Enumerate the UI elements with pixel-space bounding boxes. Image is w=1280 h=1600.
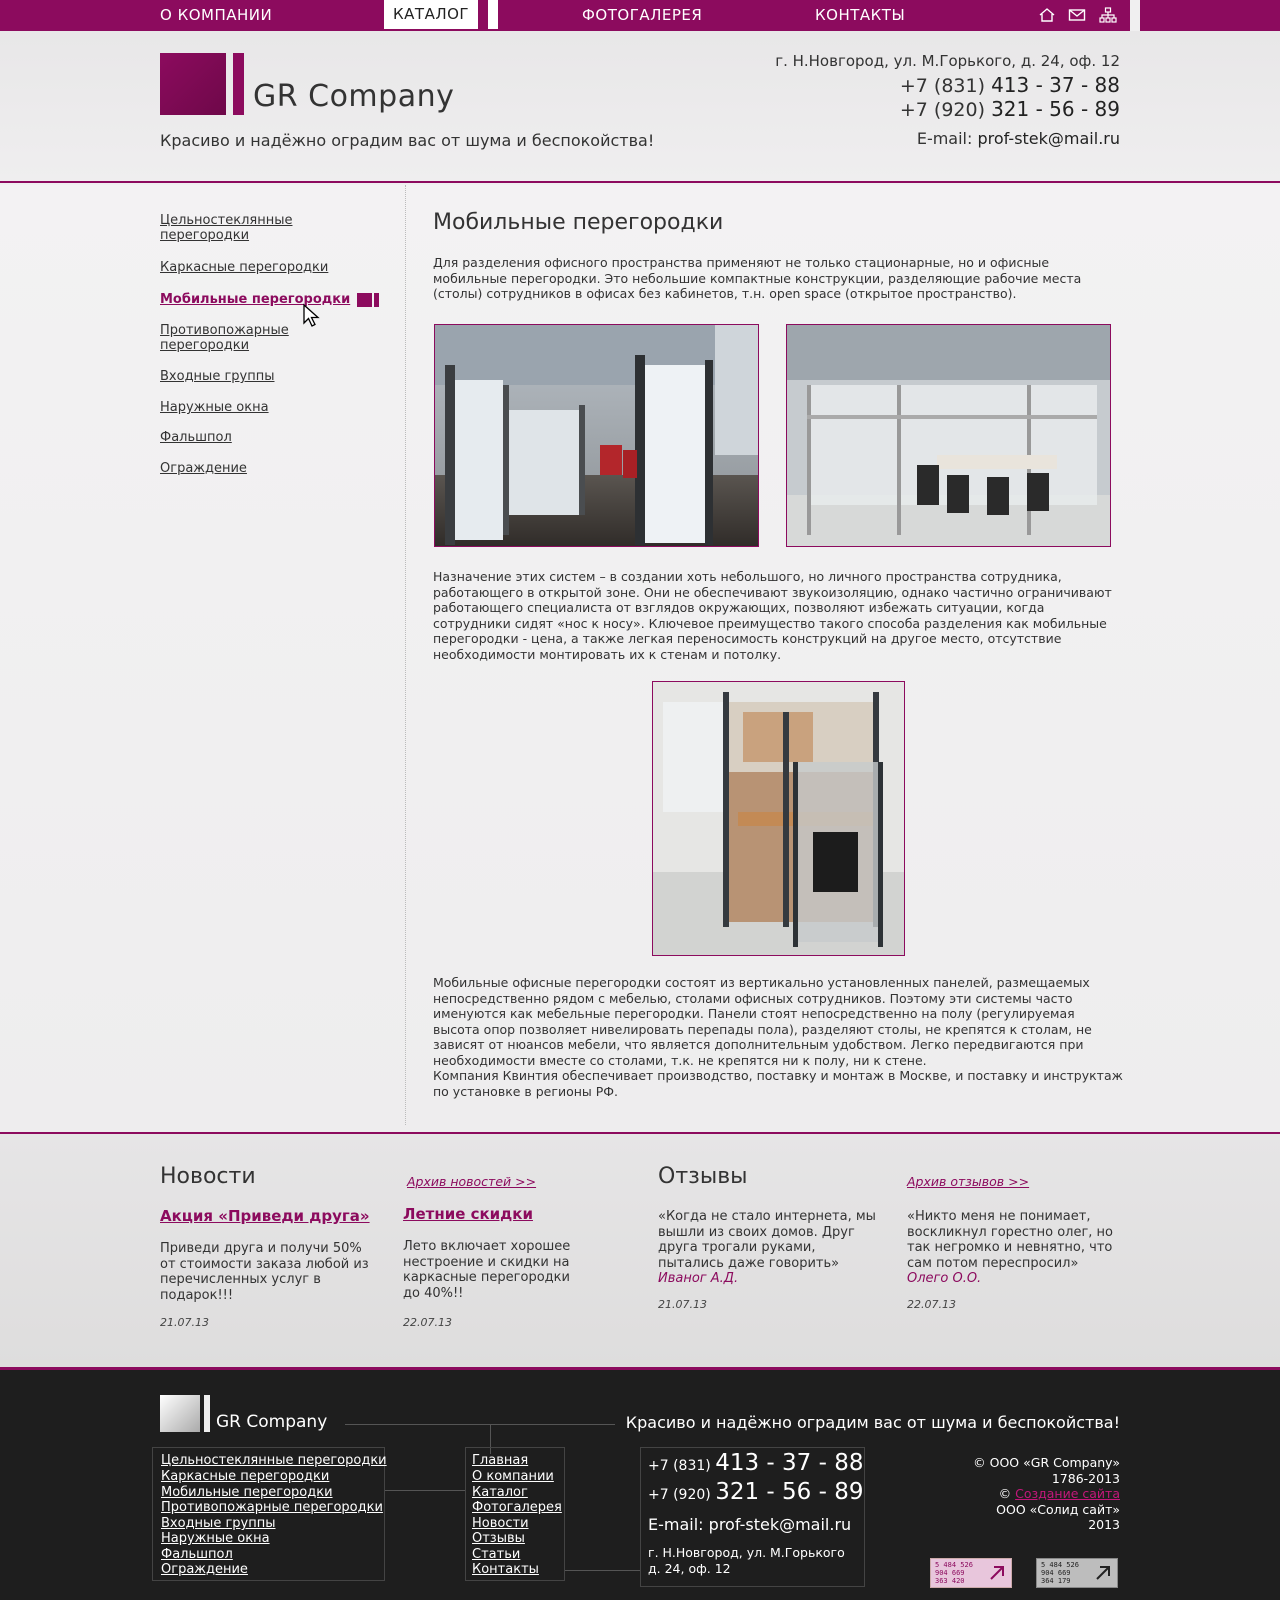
site-creation-link[interactable]: Создание сайта: [1015, 1486, 1120, 1501]
footer-email-value[interactable]: prof-stek@mail.ru: [708, 1515, 852, 1534]
sidebar-item-fencing[interactable]: Ограждение: [160, 461, 247, 476]
column-divider: [405, 185, 406, 1125]
news-item-date-2: 22.07.13: [403, 1316, 452, 1329]
header-address: г. Н.Новгород, ул. М.Горького, д. 24, оф. 12: [775, 52, 1120, 70]
footer-connector-line: [385, 1490, 465, 1491]
active-item-marker: [357, 293, 379, 307]
nav-gallery[interactable]: ФОТОГАЛЕРЕЯ: [582, 6, 703, 24]
counter-1-line-1: 5 484 526: [935, 1561, 973, 1569]
counter-1-line-3: 363 420: [935, 1577, 965, 1585]
footer-link-raised-floor[interactable]: Фальшпол: [161, 1547, 233, 1562]
footer-phone-2: [648, 1479, 863, 1505]
footer-phone-2-code: +7 (920): [648, 1487, 711, 1503]
article-paragraph-2: Назначение этих систем – в создании хоть небольшого, но личного пространства сотрудника, работающего в открытой зоне. Они не обеспечивают звукоизоляцию, однако частично ограничивают работающего специалиста от взглядов окружающих, позволяют избежать ситуации, когда сотрудники сидят «нос к носу». Ключевое преимущество такого способа разделения как мобильные перегородки - цена, а также легкая переносимость конструкций на другое место, отсутствие необходимости монтировать их к стенам и потолку.: [433, 569, 1112, 662]
footer-link-windows[interactable]: Наружные окна: [161, 1531, 270, 1546]
phone-2-code: +7 (920): [899, 99, 986, 121]
footer-logo-square[interactable]: [160, 1395, 200, 1432]
nav-catalog[interactable]: КАТАЛОГ: [384, 0, 478, 29]
footer-link-contacts[interactable]: Контакты: [472, 1562, 539, 1577]
news-item-title-2[interactable]: Летние скидки: [403, 1205, 533, 1223]
main-area: [0, 185, 1280, 1132]
header-tagline: Красиво и надёжно оградим вас от шума и беспокойства!: [160, 131, 655, 150]
sidebar-item-raised-floor[interactable]: Фальшпол: [160, 430, 232, 445]
sidebar-item-glass[interactable]: Цельностеклянные перегородки: [160, 213, 293, 243]
footer-logo-text[interactable]: GR Company: [216, 1412, 328, 1432]
copyright-line-4: ООО «Солид сайт»: [996, 1501, 1120, 1517]
visitor-counter-1[interactable]: [930, 1558, 1012, 1588]
footer-link-frame[interactable]: Каркасные перегородки: [161, 1469, 330, 1484]
news-item-title-1[interactable]: Акция «Приведи друга»: [160, 1207, 370, 1225]
cursor-arrow-icon: [302, 303, 322, 329]
phone-1-number: 413 - 37 - 88: [991, 73, 1120, 97]
copyright-line-1: © ООО «GR Company»: [973, 1455, 1120, 1470]
header-email: [917, 129, 1120, 148]
email-value[interactable]: prof-stek@mail.ru: [977, 129, 1120, 148]
arrow-up-right-icon: [987, 1563, 1007, 1583]
footer-link-gallery[interactable]: Фотогалерея: [472, 1500, 562, 1515]
sitemap-icon[interactable]: [1099, 7, 1117, 23]
footer-link-fencing[interactable]: Ограждение: [161, 1562, 248, 1577]
news-item-text-1: Приведи друга и получи 50% от стоимости заказа любой из перечисленных услуг в подарок!!!: [160, 1241, 369, 1303]
footer-phone-1-code: +7 (831): [648, 1458, 711, 1474]
photo-mobile-partitions-2[interactable]: [786, 324, 1111, 547]
footer-link-reviews[interactable]: Отзывы: [472, 1531, 525, 1546]
article-paragraph-4: Компания Квинтия обеспечивает производство, поставку и монтаж в Москве, и поставку и инструктаж по установке в регионы РФ.: [433, 1068, 1123, 1099]
review-text-1: «Когда не стало интернета, мы вышли из своих домов. Друг друга трогали руками, пытались даже говорить»: [658, 1209, 876, 1271]
logo-text[interactable]: GR Company: [253, 79, 455, 114]
review-item-1: [658, 1209, 878, 1287]
arrow-up-right-icon: [1093, 1563, 1113, 1583]
sidebar-item-frame[interactable]: Каркасные перегородки: [160, 260, 329, 275]
footer-email: [648, 1515, 851, 1534]
review-item-2: [907, 1209, 1117, 1287]
footer-link-glass[interactable]: Цельностеклянные перегородки: [161, 1453, 387, 1468]
news-heading: Новости: [160, 1164, 256, 1189]
footer-link-mobile[interactable]: Мобильные перегородки: [161, 1485, 333, 1500]
header-phone-2: [900, 97, 1120, 121]
footer-address: г. Н.Новгород, ул. М.Горького д. 24, оф. 12: [648, 1545, 845, 1576]
copyright-line-3: [973, 1486, 1120, 1502]
nav-about[interactable]: О КОМПАНИИ: [160, 6, 273, 24]
home-icon[interactable]: [1038, 7, 1056, 23]
counter-2-line-1: 5 484 526: [1041, 1561, 1079, 1569]
nav-contacts[interactable]: КОНТАКТЫ: [815, 6, 906, 24]
review-date-1: 21.07.13: [658, 1298, 707, 1311]
email-label: E-mail:: [916, 129, 973, 148]
footer-connector-line: [345, 1424, 615, 1425]
footer-link-about[interactable]: О компании: [472, 1469, 554, 1484]
sidebar-item-mobile[interactable]: Мобильные перегородки: [160, 292, 351, 307]
copyright-symbol: ©: [998, 1486, 1012, 1501]
footer-link-home[interactable]: Главная: [472, 1453, 529, 1468]
copyright-line-2: 1786-2013: [1051, 1470, 1120, 1486]
sidebar-item-entrance[interactable]: Входные группы: [160, 369, 275, 384]
footer-logo-bar: [204, 1395, 210, 1432]
site-footer: [0, 1367, 1280, 1600]
article-paragraph-1: Для разделения офисного пространства применяют не только стационарные, но и офисные мобильные перегородки. Это небольшие компактные конструкции, разделяющие рабочие места (столы) сотрудников в офисах без кабинетов, т.н. open space (открытое пространство).: [433, 255, 1082, 301]
footer-connector-line: [565, 1570, 640, 1571]
footer-link-articles[interactable]: Статьи: [472, 1547, 521, 1562]
footer-phone-1: [648, 1450, 863, 1476]
article-content-3: [433, 975, 1123, 1099]
header-phone-1: [900, 73, 1120, 97]
footer-email-label: E-mail:: [648, 1515, 704, 1534]
visitor-counter-2[interactable]: [1036, 1558, 1118, 1588]
counter-1-line-2: 904 669: [935, 1569, 965, 1577]
copyright-line-5: 2013: [1088, 1517, 1120, 1532]
news-reviews-section: [0, 1132, 1280, 1367]
page-title: Мобильные перегородки: [433, 210, 724, 235]
sidebar-item-windows[interactable]: Наружные окна: [160, 400, 269, 415]
footer-tagline: Красиво и надёжно оградим вас от шума и беспокойства!: [625, 1413, 1120, 1432]
article-content: [433, 210, 1123, 302]
news-item-text-2: Лето включает хорошее нестроение и скидки на каркасные перегородки до 40%!!: [403, 1239, 571, 1301]
footer-link-entrance[interactable]: Входные группы: [161, 1516, 276, 1531]
sidebar-item-fireproof[interactable]: Противопожарные перегородки: [160, 323, 289, 353]
mail-icon[interactable]: [1068, 7, 1086, 23]
article-content-2: [433, 569, 1123, 662]
logo-bar: [233, 53, 244, 115]
footer-link-news[interactable]: Новости: [472, 1516, 529, 1531]
footer-link-catalog[interactable]: Каталог: [472, 1485, 528, 1500]
footer-phone-2-number: 321 - 56 - 89: [715, 1479, 864, 1505]
news-archive-link[interactable]: Архив новостей >>: [407, 1174, 537, 1189]
reviews-archive-link[interactable]: Архив отзывов >>: [907, 1174, 1030, 1189]
phone-1-code: +7 (831): [899, 75, 986, 97]
review-date-2: 22.07.13: [907, 1298, 956, 1311]
site-header: [0, 31, 1280, 183]
photo-mobile-partitions-1[interactable]: [434, 324, 759, 547]
top-nav-bar-right: [1140, 0, 1280, 31]
article-paragraph-3: Мобильные офисные перегородки состоят из вертикально установленных панелей, размещаемых непосредственно рядом с мебелью, столами офисных сотрудников. Поэтому эти системы часто именуются как мебельные перегородки. Панели стоят непосредственно на полу (регулируемая высота опор позволяет нивелировать перепады пола), разделяют столы, не крепятся к столам, не зависят от нюансов мебели, что является дополнительным удобством. Легко передвигаются при необходимости вместе со столами, т.к. не крепятся ни к полу, ни к стене.: [433, 975, 1092, 1068]
review-author-1: Иваног А.Д.: [658, 1271, 739, 1286]
footer-phone-1-number: 413 - 37 - 88: [715, 1450, 864, 1476]
logo-square[interactable]: [160, 53, 226, 115]
counter-2-line-2: 904 669: [1041, 1569, 1071, 1577]
reviews-heading: Отзывы: [658, 1164, 748, 1189]
top-navigation: [0, 0, 1280, 31]
counter-2-line-3: 364 179: [1041, 1577, 1071, 1585]
footer-link-fireproof[interactable]: Противопожарные перегородки: [161, 1500, 383, 1515]
review-author-2: Олего О.О.: [907, 1271, 982, 1286]
footer-copyright: [973, 1455, 1120, 1533]
phone-2-number: 321 - 56 - 89: [991, 97, 1120, 121]
review-text-2: «Никто меня не понимает, воскликнул горестно олег, но так негромко и невнятно, что сам потом переспросил»: [907, 1209, 1114, 1271]
photo-mobile-partitions-3[interactable]: [652, 681, 905, 956]
news-item-date-1: 21.07.13: [160, 1316, 209, 1329]
